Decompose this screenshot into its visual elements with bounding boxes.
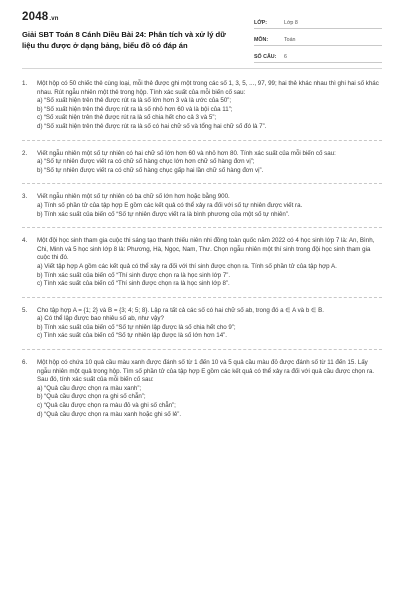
question-part: b) Tính xác suất của biến cố “Số tự nhiên được viết ra là bình phương của một số tự nhiên”. bbox=[37, 210, 290, 218]
question-part: b) Tính xác suất của biến cố “Số tự nhiên lập được là số chia hết cho 9”; bbox=[37, 323, 236, 331]
site-logo[interactable] bbox=[22, 11, 59, 23]
header-divider bbox=[22, 68, 382, 69]
question-part: c) Tính xác suất của biến cố “Thí sinh được chọn ra là học sinh lớp 8”. bbox=[37, 280, 230, 288]
question-part: b) “Số tự nhiên được viết ra có chữ số hàng chục gấp hai lần chữ số hàng đơn vị”. bbox=[37, 166, 264, 174]
question-part: a) “Quả cầu được chọn ra màu xanh”; bbox=[37, 384, 142, 392]
question-number: 3. bbox=[22, 193, 28, 201]
grade-row bbox=[254, 12, 382, 29]
question-2 bbox=[22, 150, 382, 176]
question-part: a) Viết tập hợp A gồm các kết quả có thể xảy ra đối với thí sinh được chọn ra. Tính số phần tử của tập hợp A. bbox=[37, 262, 337, 270]
logo-text: 2048 bbox=[22, 11, 49, 23]
question-part: c) “Số xuất hiện trên thẻ được rút ra là số chia hết cho cả 3 và 5”; bbox=[37, 114, 217, 122]
question-4 bbox=[22, 237, 382, 289]
question-number: 5. bbox=[22, 306, 28, 314]
question-number: 6. bbox=[22, 359, 28, 367]
question-text: Một đội học sinh tham gia cuộc thi sáng tạo thanh thiếu niên nhi đồng toàn quốc năm 2022 có 4 học sinh lớp 7 là: An, Bình, Chi, Minh và 5 học sinh lớp 8 là: Phương, Hà, Ngọc, Nam, Thư. Chọn ngẫu nhiên một thí sinh trong đội học sinh tham gia cuộc thi đó. bbox=[37, 237, 375, 262]
question-divider bbox=[22, 349, 382, 350]
question-part: b) “Số xuất hiện trên thẻ được rút ra là số nhỏ hơn 60 và là bội của 11”; bbox=[37, 105, 233, 113]
question-divider bbox=[22, 140, 382, 141]
question-divider bbox=[22, 297, 382, 298]
question-6 bbox=[22, 359, 382, 419]
question-part: a) “Số xuất hiện trên thẻ được rút ra là số lớn hơn 3 và là ước của 50”; bbox=[37, 97, 232, 105]
question-list bbox=[22, 80, 382, 419]
question-1 bbox=[22, 80, 382, 132]
question-3 bbox=[22, 193, 382, 219]
question-part: b) “Quả cầu được chọn ra ghi số chẵn”; bbox=[37, 393, 146, 401]
question-5 bbox=[22, 307, 382, 341]
question-part: a) Tính số phần tử của tập hợp E gồm các kết quả có thể xảy ra đối với số tự nhiên được viết ra. bbox=[37, 201, 303, 209]
subject-row bbox=[254, 29, 382, 46]
question-number: 2. bbox=[22, 149, 28, 157]
question-part: d) “Số xuất hiện trên thẻ được rút ra là số có hai chữ số và tổng hai chữ số đó là 7”. bbox=[37, 122, 267, 130]
subject-value: Toán bbox=[284, 37, 296, 43]
grade-label: LỚP: bbox=[254, 20, 268, 26]
info-panel bbox=[254, 12, 382, 63]
question-divider bbox=[22, 183, 382, 184]
question-text: Một hộp có chứa 10 quả cầu màu xanh được đánh số từ 1 đến 10 và 5 quả cầu màu đỏ được đánh số từ 11 đến 15. Lấy ngẫu nhiên một quả trong hộp. Tìm số phần tử của tập hợp E gồm các kết quả có thể xảy ra đối với quả cầu được chọn ra. Sau đó, tính xác suất của mỗi biến cố sau: bbox=[37, 359, 375, 384]
logo-suffix: .vn bbox=[49, 16, 59, 22]
question-part: d) “Quả cầu được chọn ra màu xanh hoặc ghi số lẻ”. bbox=[37, 410, 182, 418]
question-text: Một hộp có 50 chiếc thẻ cùng loại, mỗi thẻ được ghi một trong các số 1, 3, 5, ..., 97, 99; hai thẻ khác nhau thì ghi hai số khác nhau. Rút ngẫu nhiên một thẻ trong hộp. Tính xác suất của mỗi biến cố sau: bbox=[37, 80, 379, 96]
question-part: b) Tính xác suất của biến cố “Thí sinh được chọn ra là học sinh lớp 7”. bbox=[37, 271, 231, 279]
question-divider bbox=[22, 227, 382, 228]
question-text: Viết ngẫu nhiên một số tự nhiên có ba chữ số lớn hơn hoặc bằng 900. bbox=[37, 193, 230, 201]
question-number: 1. bbox=[22, 80, 28, 87]
subject-label: MÔN: bbox=[254, 37, 269, 43]
question-number: 4. bbox=[22, 237, 28, 245]
page-title: Giải SBT Toán 8 Cánh Diều Bài 24: Phân tích và xử lý dữ liệu thu được ở dạng bảng, biểu đồ có đáp án bbox=[22, 30, 226, 50]
question-part: c) Tính xác suất của biến cố “Số tự nhiên lập được là số lớn hơn 14”. bbox=[37, 332, 227, 340]
question-text: Viết ngẫu nhiên một số tự nhiên có hai chữ số lớn hơn 60 và nhỏ hơn 80. Tính xác suất của mỗi biến cố sau: bbox=[37, 149, 336, 157]
question-count-value: 6 bbox=[284, 54, 287, 60]
grade-value: Lớp 8 bbox=[284, 20, 298, 26]
question-part: a) “Số tự nhiên được viết ra có chữ số hàng chục lớn hơn chữ số hàng đơn vị”; bbox=[37, 158, 255, 166]
question-text: Cho tập hợp A = {1; 2} và B = {3; 4; 5; 8}. Lập ra tất cả các số có hai chữ số ab, trong đó a ∈ A và b ∈ B. bbox=[37, 306, 324, 314]
question-count-row bbox=[254, 46, 382, 63]
question-count-label: SỐ CÂU: bbox=[254, 54, 277, 60]
question-part: a) Có thể lập được bao nhiêu số ab, như vậy? bbox=[37, 315, 164, 323]
question-part: c) “Quả cầu được chọn ra màu đỏ và ghi số chẵn”; bbox=[37, 402, 176, 410]
